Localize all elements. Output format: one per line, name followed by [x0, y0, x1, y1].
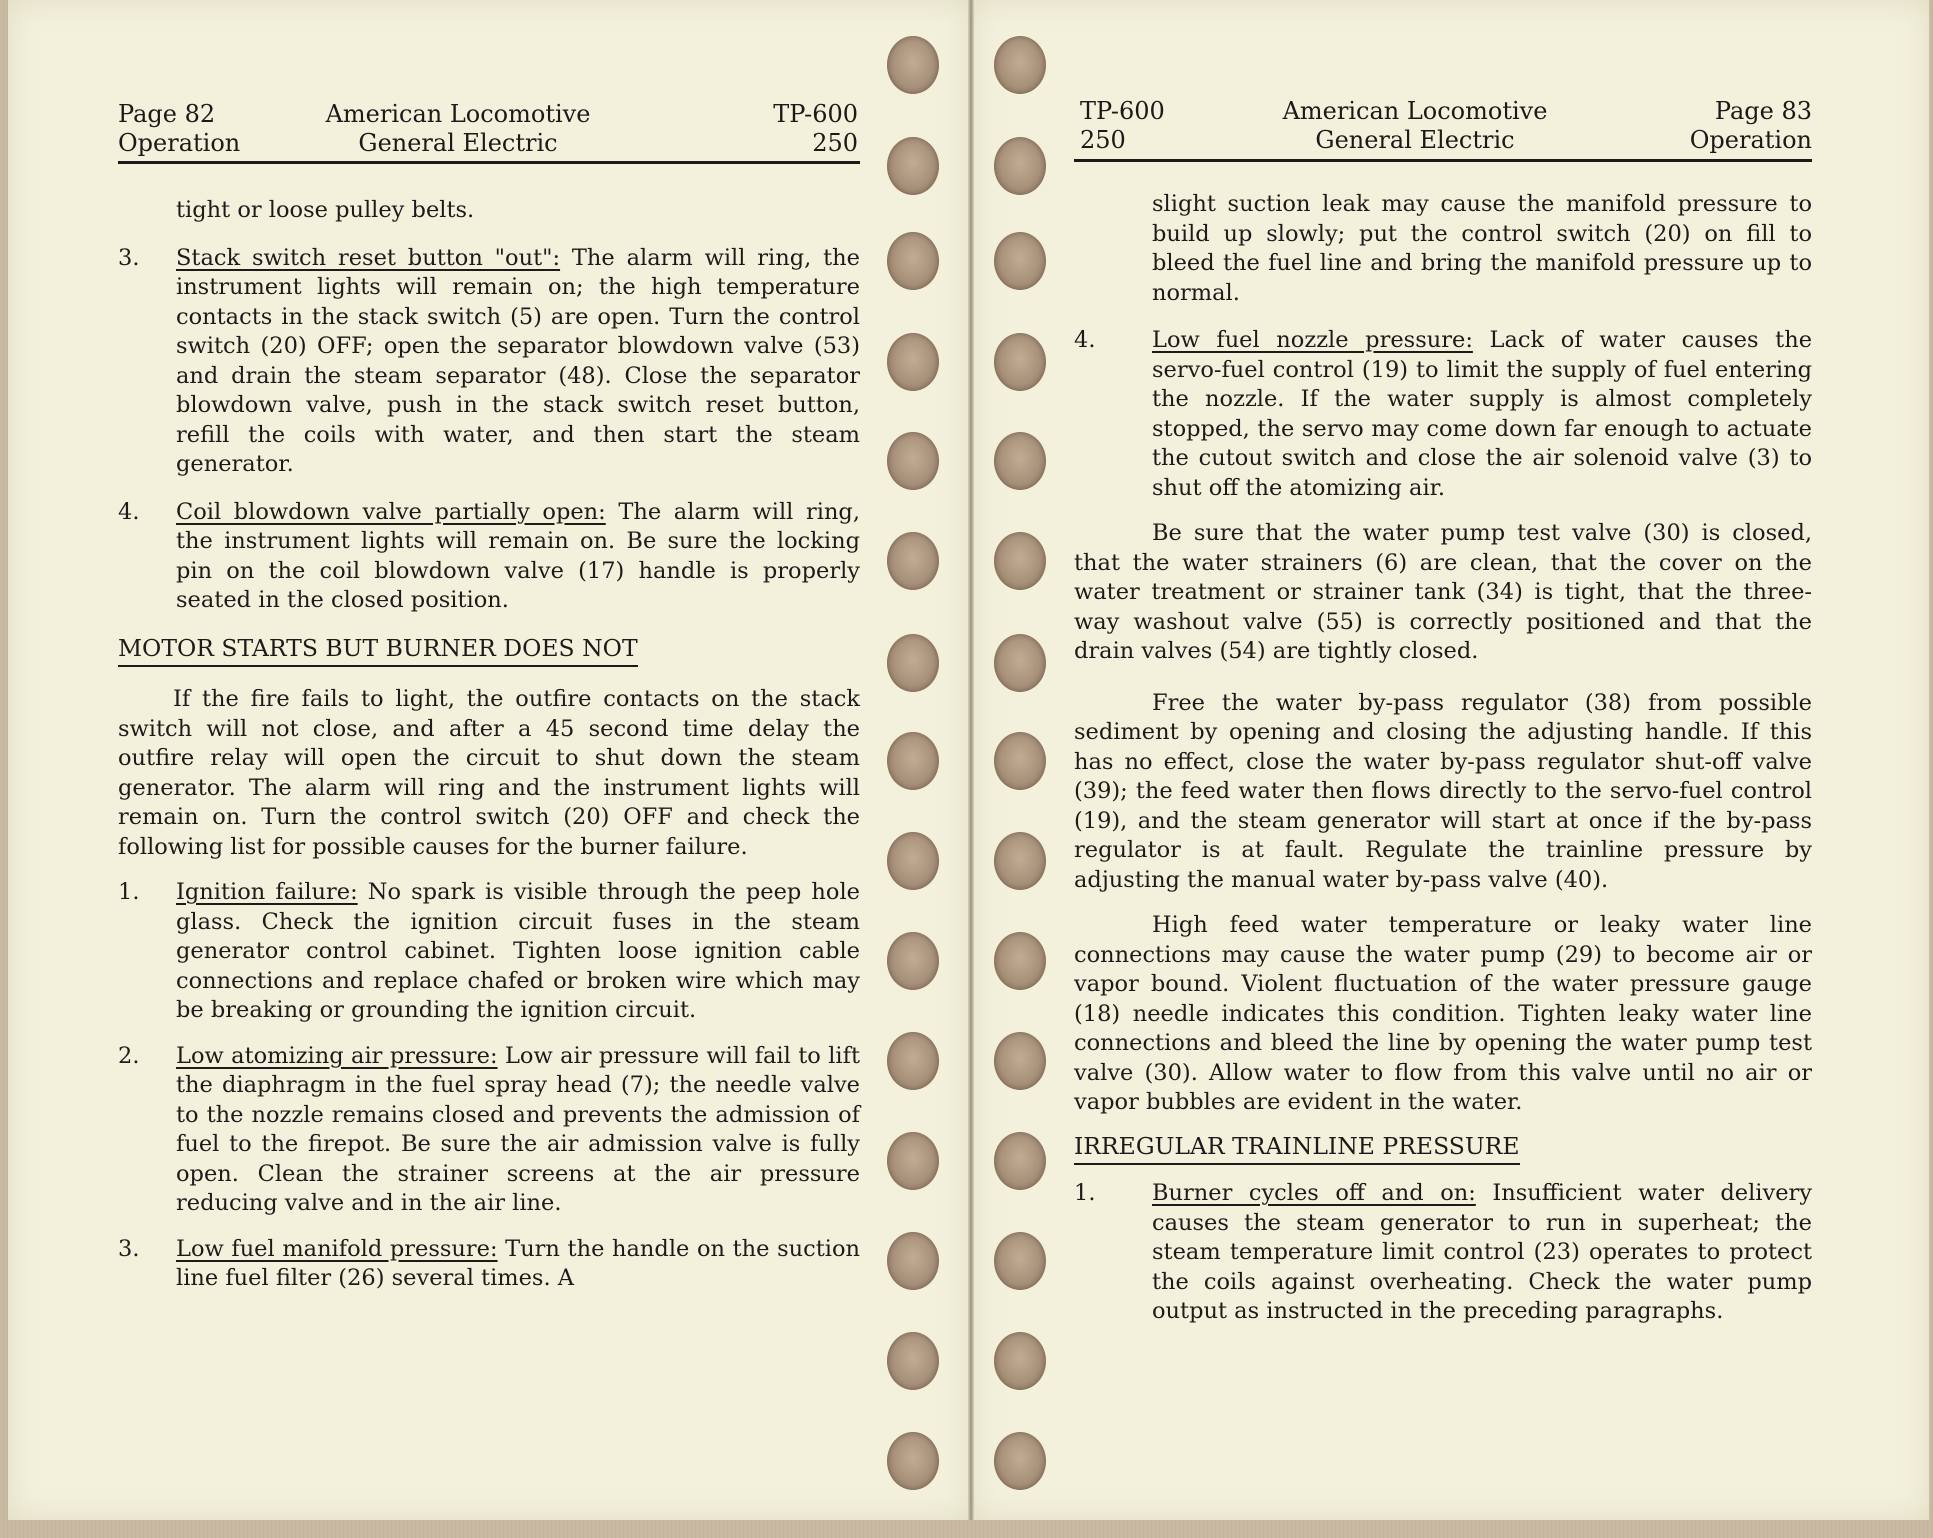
binding-hole	[994, 832, 1046, 890]
binding-hole	[887, 137, 939, 195]
binding-hole	[994, 732, 1046, 790]
continuation-text: tight or loose pulley belts.	[176, 197, 475, 223]
book-gutter	[968, 0, 974, 1520]
binding-hole	[887, 932, 939, 990]
binding-hole	[887, 36, 939, 94]
item-title: Ignition failure:	[176, 879, 358, 905]
publisher: American Locomotive General Electric	[1282, 97, 1548, 154]
manual-number: TP-600 250	[1080, 97, 1165, 154]
list-item: 3. Stack switch reset button "out": The alarm will ring, the instrument lights will remain on; the high temperature contacts in the stack switch (5) are open. Turn the control switch (20) OFF; open the separator blowdown valve (53) and drain the steam separator (48). Close the separator blowdown valve, push in the stack switch reset button, refill the coils with water, and then start the steam generator.	[118, 244, 860, 477]
item-text: The alarm will ring, the instrument lights will remain on. Be sure the locking pin on the coil blowdown valve (17) handle is properly seated in the closed position.	[176, 498, 860, 613]
binding-hole	[887, 532, 939, 590]
left-binding-holes	[887, 0, 947, 1520]
section-heading: IRREGULAR TRAINLINE PRESSURE	[1074, 1132, 1812, 1166]
binding-hole	[887, 634, 939, 692]
binding-hole	[994, 232, 1046, 290]
list-item: 2. Low atomizing air pressure: Low air pressure will fail to lift the diaphragm in the fuel spray head (7); the needle valve to the nozzle remains closed and prevents the admission of fuel to the firepot. Be sure the air admission valve is fully open. Clean the strainer screens at the air pressure reducing valve and in the air line.	[118, 1042, 860, 1216]
binding-hole	[887, 1032, 939, 1090]
list-item: 4. Low fuel nozzle pressure: Lack of water causes the servo-fuel control (19) to limit the supply of fuel entering the nozzle. If the water supply is almost completely stopped, the servo may come down far enough to actuate the cutout switch and close the air solenoid valve (3) to shut off the atomizing air.	[1074, 327, 1813, 501]
binding-hole	[994, 1032, 1046, 1090]
binding-hole	[994, 137, 1046, 195]
manual-number: TP-600 250	[773, 100, 858, 157]
body-paragraph: High feed water temperature or leaky water line connections may cause the water pump (29) to become air or vapor bound. Violent fluctuation of the water pressure gauge (18) needle indicates this condition. Tighten leaky water line connections and bleed the line by opening the water pump test valve (30). Allow water to flow from this valve until no air or vapor bubbles are evident in the water.	[1074, 912, 1812, 1115]
right-page-body	[1074, 190, 1812, 1327]
body-paragraph: Be sure that the water pump test valve (30) is closed, that the water strainers (6) are clean, that the cover on the water treatment or strainer tank (34) is tight, that the three-way washout valve (55) is correctly positioned and that the drain valves (54) are tightly closed.	[1074, 520, 1812, 664]
item-title: Low fuel manifold pressure:	[176, 1235, 498, 1262]
list-item: 3. Low fuel manifold pressure: Turn the handle on the suction line fuel filter (26) several times. A	[118, 1235, 860, 1291]
binding-hole	[994, 36, 1046, 94]
left-page	[8, 0, 970, 1520]
binding-hole	[994, 1432, 1046, 1490]
item-text: The alarm will ring, the instrument lights will remain on; the high temperature contacts in the stack switch (5) are open. Turn the control switch (20) OFF; open the separator blowdown valve (53) and drain the steam separator (48). Close the separator blowdown valve, push in the stack switch reset button, refill the coils with water, and then start the steam generator.	[176, 244, 860, 477]
binding-hole	[994, 432, 1046, 490]
list-item: 4. Coil blowdown valve partially open: The alarm will ring, the instrument lights will remain on. Be sure the locking pin on the coil blowdown valve (17) handle is properly seated in the closed position.	[118, 498, 860, 613]
binding-hole	[887, 232, 939, 290]
binding-hole	[887, 432, 939, 490]
item-title: Low fuel nozzle pressure:	[1152, 327, 1473, 353]
item-text: Lack of water causes the servo-fuel control (19) to limit the supply of fuel entering the nozzle. If the water supply is almost completely stopped, the servo may come down far enough to actuate the cutout switch and close the air solenoid valve (3) to shut off the atomizing air.	[1152, 327, 1813, 501]
page-number: Page 82 Operation	[118, 100, 241, 157]
binding-hole	[994, 532, 1046, 590]
binding-hole	[887, 1432, 939, 1490]
header-rule	[1074, 159, 1812, 162]
publisher: American Locomotive General Electric	[325, 100, 591, 157]
item-text: Turn the handle on the suction line fuel filter (26) several times. A	[176, 1235, 860, 1291]
item-text: Low air pressure will fail to lift the diaphragm in the fuel spray head (7); the needle valve to the nozzle remains closed and prevents the admission of fuel to the firepot. Be sure the air admission valve is fully open. Clean the strainer screens at the air pressure reducing valve and in the air line.	[176, 1042, 860, 1216]
left-page-body	[118, 196, 860, 1294]
right-binding-holes	[994, 0, 1054, 1520]
binding-hole	[994, 333, 1046, 391]
binding-hole	[994, 932, 1046, 990]
binding-hole	[994, 1332, 1046, 1390]
section-heading: MOTOR STARTS BUT BURNER DOES NOT	[118, 634, 860, 668]
item-text: No spark is visible through the peep hole glass. Check the ignition circuit fuses in the steam generator control cabinet. Tighten loose ignition cable connections and replace chafed or broken wire which may be breaking or grounding the ignition circuit.	[176, 879, 860, 1023]
page-number: Page 83 Operation	[1689, 97, 1812, 154]
binding-hole	[887, 1132, 939, 1190]
body-paragraph: Free the water by-pass regulator (38) from possible sediment by opening and closing the adjusting handle. If this has no effect, close the water by-pass regulator shut-off valve (39); the feed water then flows directly to the servo-fuel control (19), and the steam generator will start at once if the by-pass regulator is at fault. Regulate the trainline pressure by adjusting the manual water by-pass valve (40).	[1074, 689, 1812, 893]
right-page	[972, 0, 1929, 1520]
binding-hole	[887, 732, 939, 790]
item-title: Burner cycles off and on:	[1152, 1180, 1476, 1206]
binding-hole	[887, 1332, 939, 1390]
binding-hole	[994, 1232, 1046, 1290]
item-text: Insufficient water delivery causes the steam generator to run in superheat; the steam temperature limit control (23) operates to protect the coils against overheating. Check the water pump output as instructed in the preceding paragraphs.	[1152, 1180, 1812, 1324]
binding-hole	[887, 333, 939, 391]
continuation-text: slight suction leak may cause the manifold pressure to build up slowly; put the control switch (20) on fill to bleed the fuel line and bring the manifold pressure up to normal.	[1152, 191, 1812, 306]
item-title: Stack switch reset button "out":	[176, 244, 561, 271]
list-item: 1. Burner cycles off and on: Insufficient water delivery causes the steam generator to run in superheat; the steam temperature limit control (23) operates to protect the coils against overheating. Check the water pump output as instructed in the preceding paragraphs.	[1074, 1180, 1812, 1324]
item-title: Coil blowdown valve partially open:	[176, 498, 606, 525]
binding-hole	[994, 1132, 1046, 1190]
item-title: Low atomizing air pressure:	[176, 1042, 498, 1069]
binding-hole	[887, 832, 939, 890]
binding-hole	[887, 1232, 939, 1290]
header-rule	[118, 161, 860, 164]
list-item: 1. Ignition failure: No spark is visible through the peep hole glass. Check the ignition circuit fuses in the steam generator control cabinet. Tighten loose ignition cable connections and replace chafed or broken wire which may be breaking or grounding the ignition circuit.	[118, 879, 860, 1023]
binding-hole	[994, 634, 1046, 692]
section-paragraph: If the fire fails to light, the outfire contacts on the stack switch will not close, and after a 45 second time delay the outfire relay will open the circuit to shut down the steam generator. The alarm will ring and the instrument lights will remain on. Turn the control switch (20) OFF and check the following list for possible causes for the burner failure.	[118, 686, 860, 860]
